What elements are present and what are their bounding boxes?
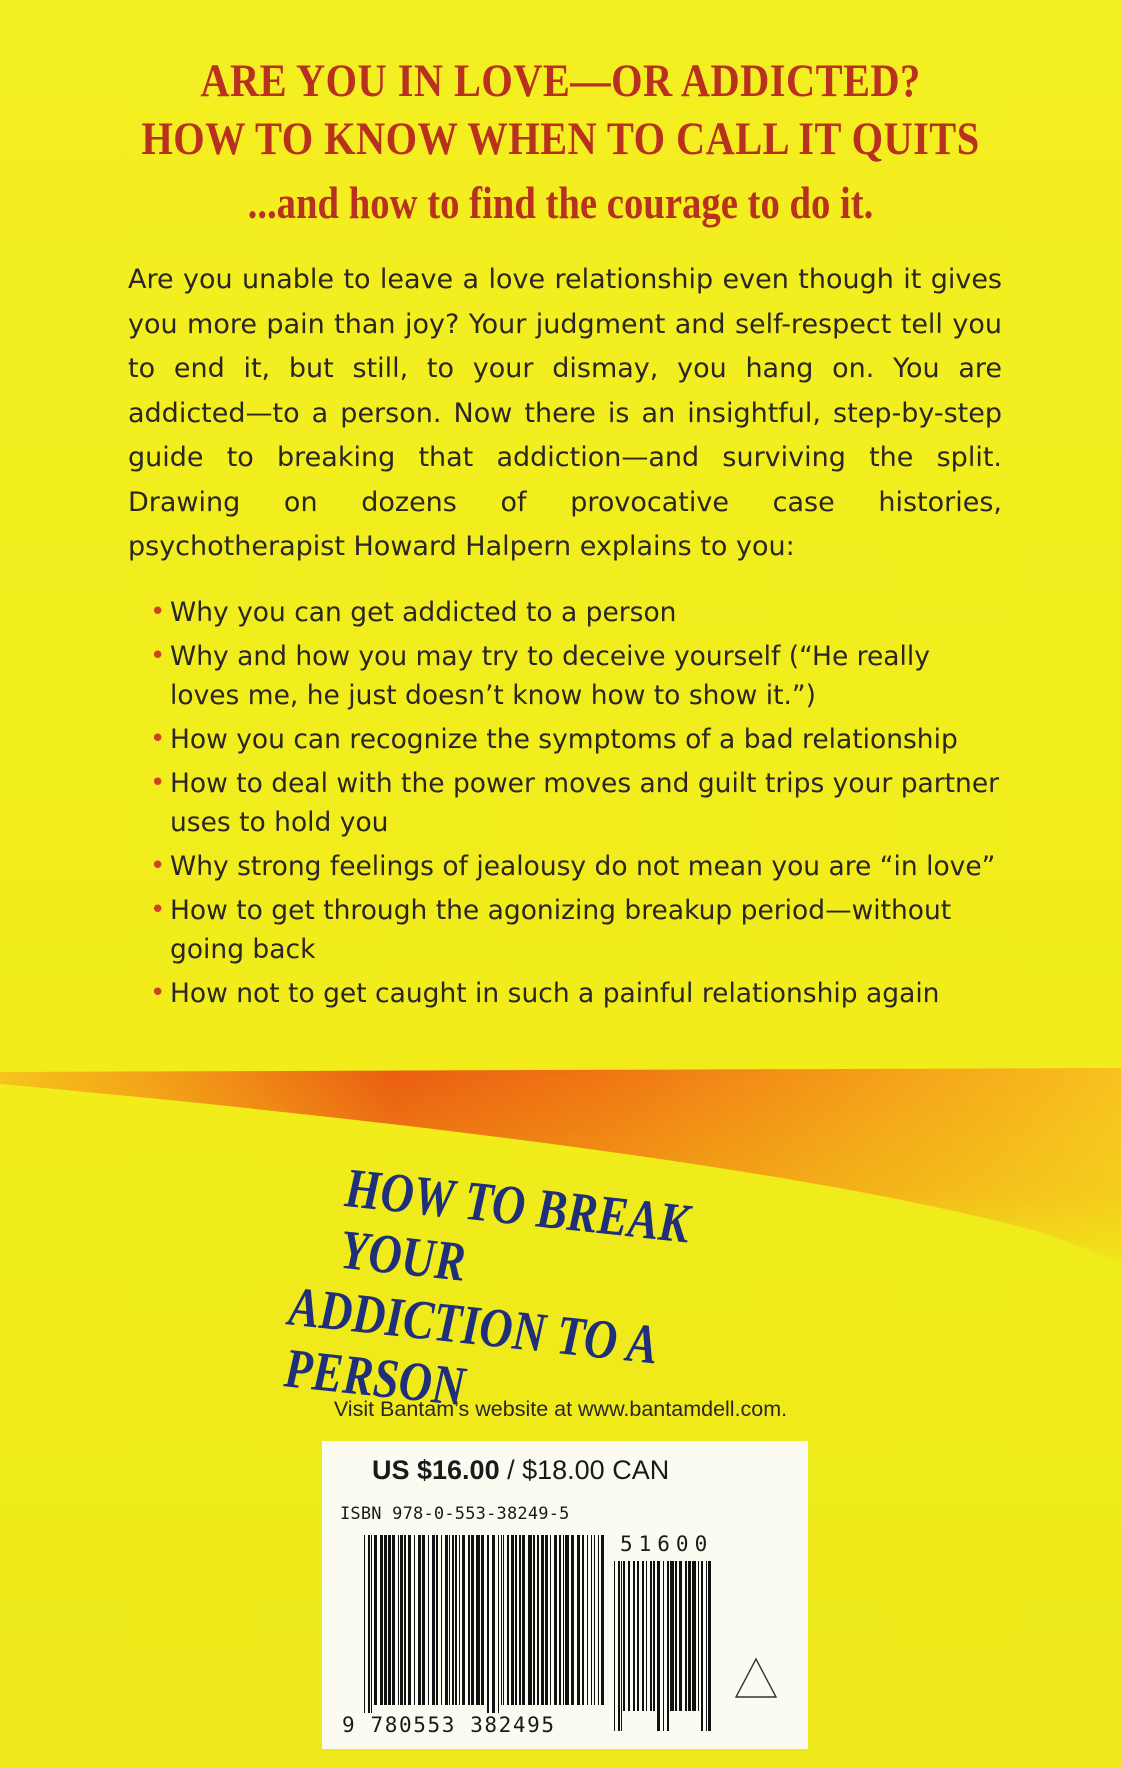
barcode-bar bbox=[650, 1561, 652, 1711]
barcode-bar bbox=[455, 1535, 457, 1705]
list-item bbox=[152, 891, 1002, 969]
barcode-bar bbox=[541, 1535, 544, 1705]
barcode-bar bbox=[598, 1535, 599, 1705]
isbn-number: ISBN 978-0-553-38249-5 bbox=[340, 1504, 570, 1524]
barcode-bar bbox=[507, 1535, 509, 1705]
headline-line-2: HOW TO KNOW WHEN TO CALL IT QUITS bbox=[141, 113, 980, 165]
barcode-bar bbox=[670, 1561, 674, 1711]
barcode-bar bbox=[692, 1561, 696, 1711]
barcode-bar bbox=[449, 1535, 450, 1705]
barcode-bar bbox=[545, 1535, 548, 1705]
barcode-bar bbox=[587, 1535, 588, 1705]
addon-barcode bbox=[612, 1561, 722, 1731]
barcode-bar bbox=[688, 1561, 691, 1711]
barcode-bar bbox=[565, 1535, 569, 1705]
barcode-bar bbox=[706, 1561, 707, 1731]
benefits-list bbox=[152, 593, 1002, 1018]
barcode-bar bbox=[398, 1535, 399, 1705]
barcode-bar bbox=[400, 1535, 403, 1705]
barcode-bar bbox=[563, 1535, 564, 1705]
list-item-text: Why and how you may try to deceive yourself (“He really loves me, he just doesn’t know how to show it.”) bbox=[170, 641, 930, 711]
publisher-website-note: Visit Bantam’s website at www.bantamdell.com. bbox=[333, 1397, 788, 1421]
list-item bbox=[152, 637, 1002, 715]
barcode-bar bbox=[441, 1535, 442, 1705]
barcode-bar bbox=[685, 1561, 687, 1711]
barcode-bar bbox=[418, 1535, 421, 1705]
addon-code-digits: 51600 bbox=[620, 1532, 714, 1556]
headline bbox=[78, 52, 1042, 232]
barcode-bar bbox=[374, 1535, 377, 1705]
barcode-bar bbox=[380, 1535, 383, 1705]
triangle-icon bbox=[734, 1657, 778, 1699]
barcode-bar bbox=[414, 1535, 415, 1705]
barcode-bar bbox=[368, 1535, 370, 1713]
bullet-icon: • bbox=[150, 724, 166, 754]
barcode-bar bbox=[618, 1561, 620, 1731]
barcode-bar bbox=[550, 1535, 551, 1705]
barcode-bar bbox=[571, 1535, 574, 1705]
barcode-bar bbox=[428, 1535, 429, 1705]
barcode-bar bbox=[522, 1535, 525, 1705]
barcode-bar bbox=[501, 1535, 502, 1705]
list-item bbox=[152, 974, 1002, 1013]
price-barcode-box bbox=[322, 1441, 808, 1749]
barcode-bar bbox=[701, 1561, 703, 1731]
barcode-bar bbox=[537, 1535, 539, 1705]
barcode-bar bbox=[533, 1535, 535, 1705]
barcode-bar bbox=[653, 1561, 655, 1711]
banner-title-line-2: ADDICTION TO A PERSON bbox=[282, 1275, 658, 1419]
headline-line-1: ARE YOU IN LOVE—OR ADDICTED? bbox=[200, 55, 921, 107]
list-item bbox=[152, 847, 1002, 886]
barcode-bar bbox=[392, 1535, 395, 1705]
barcode-bar bbox=[528, 1535, 532, 1705]
barcode-bar bbox=[462, 1535, 465, 1705]
barcode-bar bbox=[468, 1535, 470, 1705]
ean-barcode bbox=[362, 1535, 607, 1713]
headline-tagline: ...and how to find the courage to do it. bbox=[247, 178, 874, 228]
barcode-bar bbox=[657, 1561, 660, 1731]
list-item bbox=[152, 720, 1002, 759]
barcode-bar bbox=[642, 1561, 644, 1711]
list-item-text: How you can recognize the symptoms of a bad relationship bbox=[170, 724, 958, 755]
barcode-bar bbox=[591, 1535, 592, 1705]
barcode-bar bbox=[371, 1535, 372, 1713]
barcode-bar bbox=[667, 1561, 669, 1731]
banner-title-line-1: HOW TO BREAK YOUR bbox=[338, 1157, 692, 1294]
price-can: $18.00 CAN bbox=[522, 1455, 670, 1485]
barcode-bar bbox=[708, 1561, 711, 1731]
bullet-icon: • bbox=[150, 597, 166, 627]
barcode-bar bbox=[698, 1561, 699, 1711]
list-item-text: How not to get caught in such a painful relationship again bbox=[170, 978, 940, 1009]
list-item-text: How to deal with the power moves and guilt trips your partner uses to hold you bbox=[170, 768, 1000, 838]
barcode-bar bbox=[633, 1561, 635, 1711]
barcode-bar bbox=[459, 1535, 460, 1705]
barcode-bar bbox=[503, 1535, 504, 1705]
barcode-bar bbox=[408, 1535, 411, 1705]
barcode-bar bbox=[621, 1561, 622, 1731]
barcode-bar bbox=[364, 1535, 365, 1713]
barcode-bar bbox=[384, 1535, 387, 1705]
barcode-bar bbox=[663, 1561, 664, 1731]
barcode-bar bbox=[623, 1561, 625, 1711]
barcode-bar bbox=[476, 1535, 480, 1705]
barcode-bar bbox=[388, 1535, 391, 1705]
list-item-text: Why you can get addicted to a person bbox=[170, 597, 677, 628]
barcode-bar bbox=[679, 1561, 682, 1711]
barcode-bar bbox=[614, 1561, 615, 1731]
barcode-bar bbox=[492, 1535, 495, 1713]
bullet-icon: • bbox=[150, 768, 166, 798]
barcode-bar bbox=[675, 1561, 677, 1711]
barcode-bar bbox=[559, 1535, 561, 1705]
bullet-icon: • bbox=[150, 641, 166, 671]
barcode-bar bbox=[637, 1561, 639, 1711]
list-item-text: Why strong feelings of jealousy do not mean you are “in love” bbox=[170, 851, 996, 882]
list-item bbox=[152, 764, 1002, 842]
barcode-bar bbox=[404, 1535, 406, 1705]
barcode-bar bbox=[628, 1561, 630, 1711]
price-separator: / bbox=[499, 1455, 523, 1485]
price-us: US $16.00 bbox=[372, 1455, 500, 1485]
barcode-bar bbox=[432, 1535, 435, 1705]
barcode-bar bbox=[445, 1535, 448, 1705]
list-item-text: How to get through the agonizing breakup period—without going back bbox=[170, 895, 952, 965]
price-label bbox=[372, 1455, 669, 1486]
barcode-bar bbox=[577, 1535, 580, 1705]
barcode-bar bbox=[511, 1535, 514, 1705]
barcode-bar bbox=[422, 1535, 425, 1705]
barcode-bar bbox=[436, 1535, 438, 1705]
barcode-bar bbox=[515, 1535, 517, 1705]
barcode-bar bbox=[471, 1535, 474, 1705]
bullet-icon: • bbox=[150, 895, 166, 925]
barcode-bar bbox=[452, 1535, 454, 1705]
barcode-bar bbox=[481, 1535, 484, 1705]
barcode-bar bbox=[582, 1535, 584, 1705]
description-paragraph: Are you unable to leave a love relationship even though it gives you more pain than joy? Your judgment and self-respect tell you to end it, but still, to your dismay, you hang on. You are addicted—to a person. Now there is an insightful, step-by-step guide to breaking that addiction—and surviving the split. Drawing on dozens of provocative case histories, psychotherapist Howard Halpern explains to you: bbox=[128, 264, 1002, 562]
barcode-bar bbox=[487, 1535, 489, 1713]
barcode-bar bbox=[594, 1535, 595, 1705]
bullet-icon: • bbox=[150, 851, 166, 881]
barcode-bar bbox=[601, 1535, 604, 1705]
barcode-digits: 9 780553 382495 bbox=[342, 1713, 556, 1737]
barcode-bar bbox=[646, 1561, 647, 1711]
list-item bbox=[152, 593, 1002, 632]
barcode-bar bbox=[498, 1535, 499, 1713]
bullet-icon: • bbox=[150, 978, 166, 1008]
barcode-bar bbox=[554, 1535, 557, 1705]
barcode-bar bbox=[519, 1535, 521, 1705]
